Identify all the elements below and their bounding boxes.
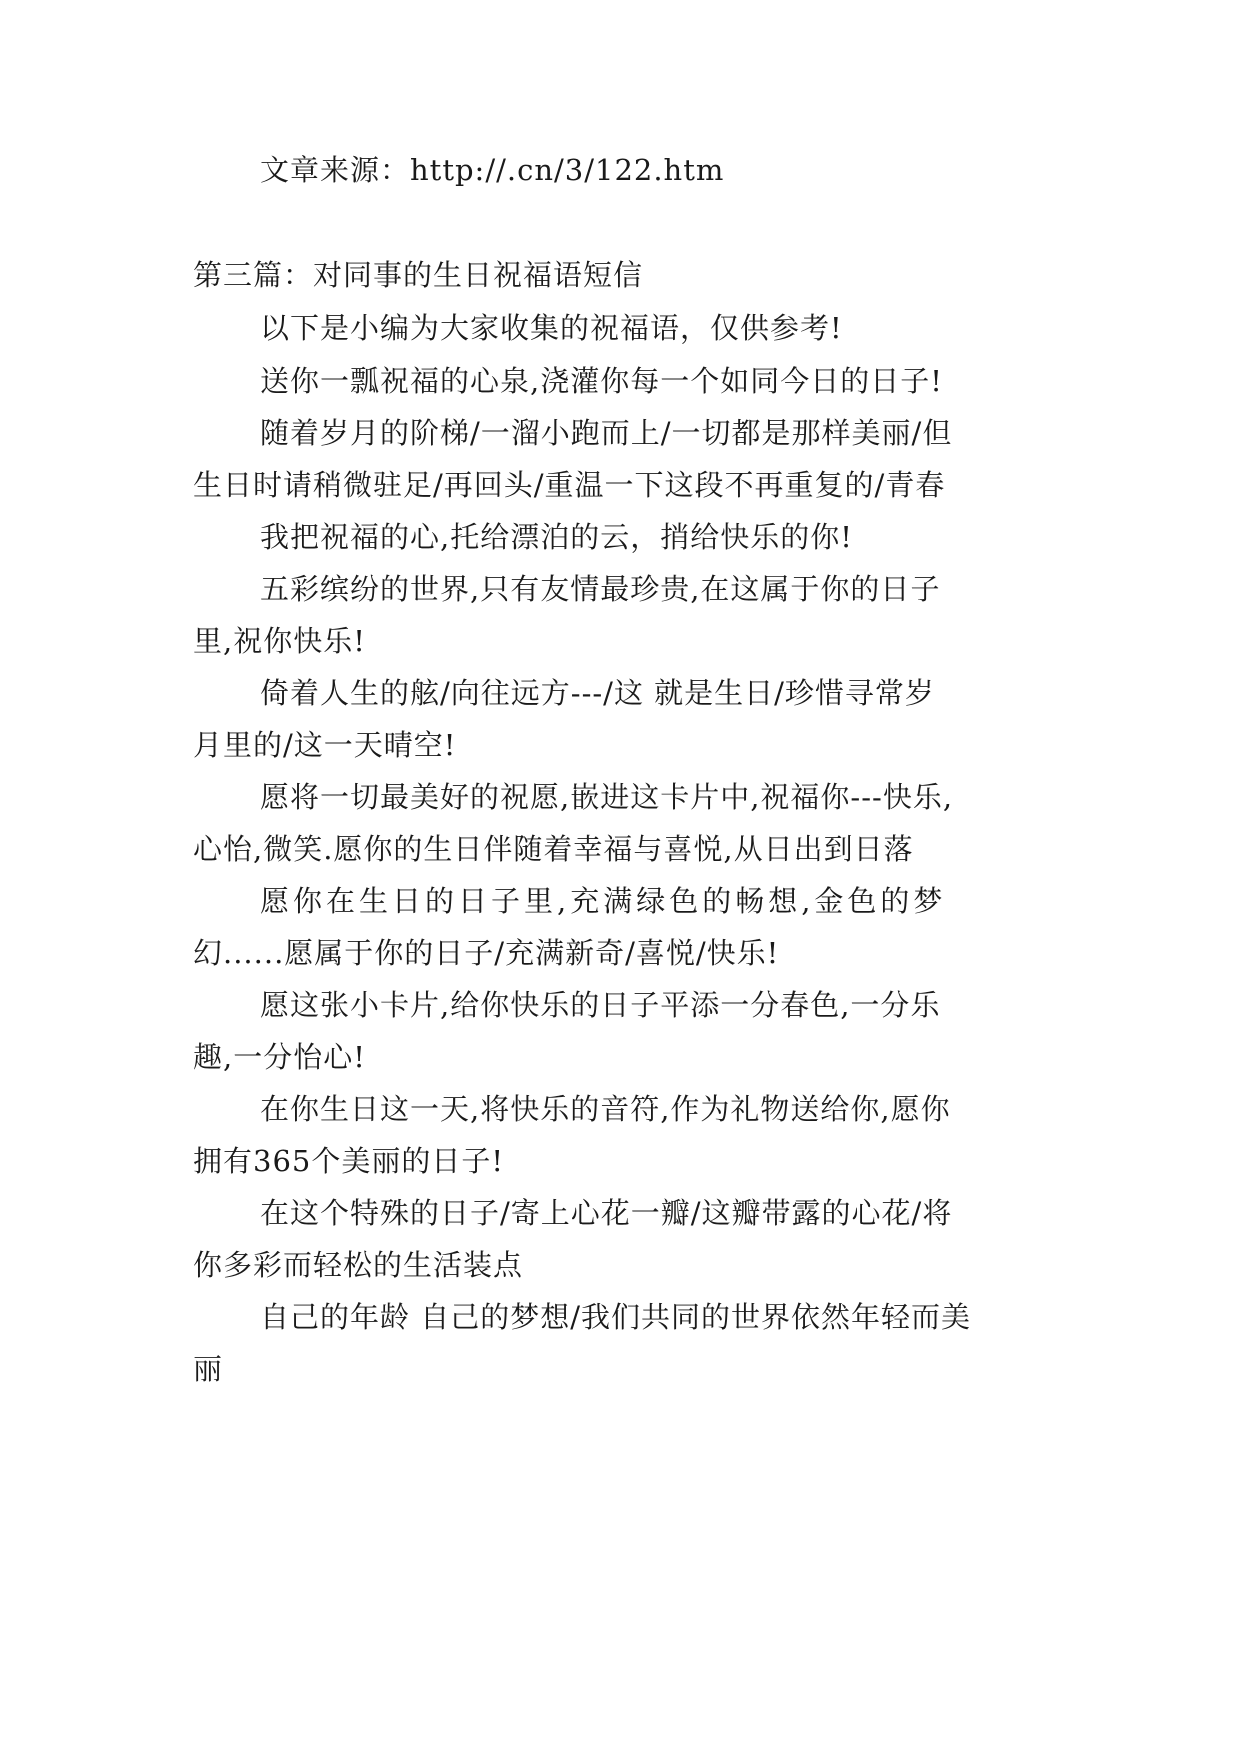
paragraph-line: 丽 (193, 1352, 224, 1386)
paragraph-line: 里,祝你快乐! (193, 624, 366, 658)
paragraph-line: 愿你在生日的日子里,充满绿色的畅想,金色的梦 (260, 884, 947, 918)
paragraph-line: 以下是小编为大家收集的祝福语，仅供参考! (260, 311, 843, 345)
paragraph-line: 月里的/这一天晴空! (193, 728, 457, 762)
paragraph-line: 随着岁月的阶梯/一溜小跑而上/一切都是那样美丽/但 (260, 416, 953, 450)
paragraph-line: 在这个特殊的日子/寄上心花一瓣/这瓣带露的心花/将 (260, 1196, 953, 1230)
paragraph-line: 你多彩而轻松的生活装点 (193, 1248, 524, 1282)
paragraph-line: 自己的年龄 自己的梦想/我们共同的世界依然年轻而美 (260, 1300, 971, 1334)
source-line: 文章来源：http://.cn/3/122.htm (260, 153, 725, 187)
paragraph-line: 生日时请稍微驻足/再回头/重温一下这段不再重复的/青春 (193, 468, 946, 502)
paragraph-line: 趣,一分怡心! (193, 1040, 366, 1074)
paragraph-line: 幻......愿属于你的日子/充满新奇/喜悦/快乐! (193, 936, 780, 970)
paragraph-line: 倚着人生的舷/向往远方---/这 就是生日/珍惜寻常岁 (260, 676, 935, 710)
section-title: 第三篇：对同事的生日祝福语短信 (193, 258, 644, 292)
paragraph-line: 愿将一切最美好的祝愿,嵌进这卡片中,祝福你---快乐, (260, 780, 954, 814)
paragraph-line: 心怡,微笑.愿你的生日伴随着幸福与喜悦,从日出到日落 (193, 832, 914, 866)
paragraph-line: 在你生日这一天,将快乐的音符,作为礼物送给你,愿你 (260, 1092, 951, 1126)
paragraph-line: 拥有365个美丽的日子! (193, 1144, 505, 1178)
paragraph-line: 送你一瓢祝福的心泉,浇灌你每一个如同今日的日子! (260, 364, 943, 398)
paragraph-line: 愿这张小卡片,给你快乐的日子平添一分春色,一分乐 (260, 988, 941, 1022)
paragraph-line: 五彩缤纷的世界,只有友情最珍贵,在这属于你的日子 (260, 572, 941, 606)
paragraph-line: 我把祝福的心,托给漂泊的云，捎给快乐的你! (260, 520, 853, 554)
